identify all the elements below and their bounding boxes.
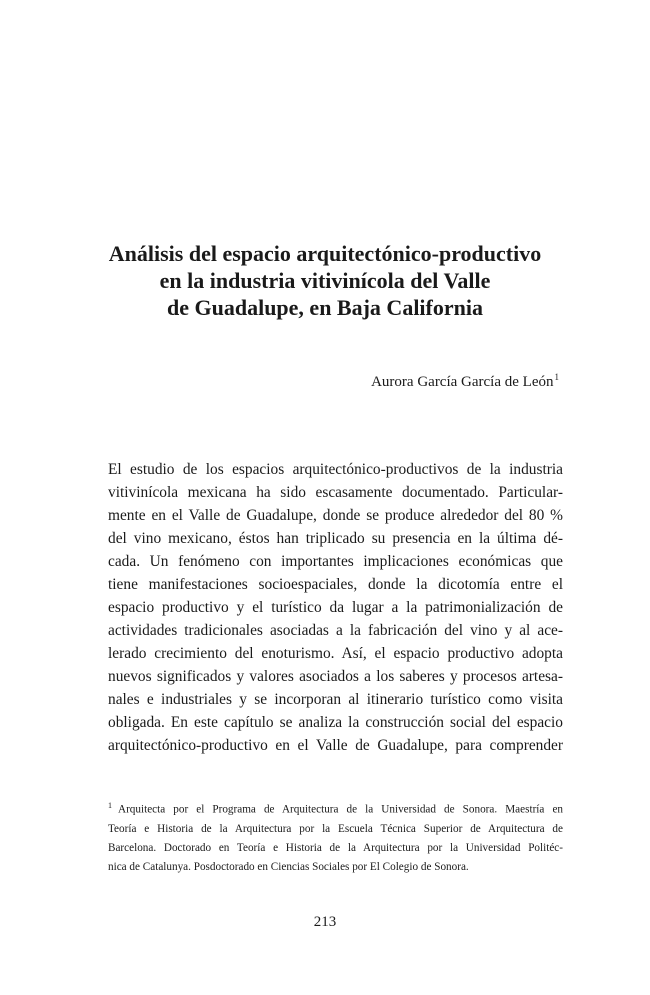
chapter-title-line: de Guadalupe, en Baja California — [167, 295, 483, 320]
footnote-line: nica de Catalunya. Posdoctorado en Ciencias Sociales por El Colegio de Sonora. — [108, 860, 469, 873]
author-name: Aurora García García de León — [371, 374, 554, 390]
chapter-title-line: en la industria vitivinícola del Valle — [159, 268, 491, 293]
chapter-title — [90, 240, 560, 321]
body-line: arquitectónico-productivo en el Valle de Guadalupe, para comprender — [108, 737, 563, 754]
footnote-line: Barcelona. Doctorado en Teoría e Historia de la Arquitectura por la Universidad Politéc- — [108, 841, 563, 854]
chapter-title-line: Análisis del espacio arquitectónico-productivo — [108, 241, 542, 266]
body-line: mente en el Valle de Guadalupe, donde se produce alrededor del 80 % — [108, 507, 563, 524]
footnote — [108, 796, 563, 877]
author-byline — [371, 372, 559, 391]
body-line: obligada. En este capítulo se analiza la construcción social del espacio — [108, 714, 563, 731]
page-number: 213 — [313, 914, 337, 930]
body-line: vitivinícola mexicana ha sido escasamente documentado. Particular- — [108, 484, 563, 501]
body-line: cada. Un fenómeno con importantes implicaciones económicas que — [108, 553, 563, 570]
body-line: tiene manifestaciones socioespaciales, donde la dicotomía entre el — [108, 576, 563, 593]
body-line: El estudio de los espacios arquitectónico-productivos de la industria — [108, 461, 563, 478]
body-line: espacio productivo y el turístico da lugar a la patrimonialización de — [108, 599, 563, 616]
author-footnote-marker: 1 — [554, 372, 559, 382]
body-line: nales e industriales y se incorporan al itinerario turístico como visita — [108, 691, 563, 708]
body-line: del vino mexicano, éstos han triplicado su presencia en la última dé- — [108, 530, 563, 547]
footnote-line: Teoría e Historia de la Arquitectura por la Escuela Técnica Superior de Arquitectura de — [108, 822, 563, 835]
body-line: actividades tradicionales asociadas a la fabricación del vino y al ace- — [108, 622, 563, 639]
body-paragraph — [108, 458, 563, 757]
footnote-text: Arquitecta por el Programa de Arquitectura de la Universidad de Sonora. Maestría en — [118, 803, 563, 816]
body-line: lerado crecimiento del enoturismo. Así, el espacio productivo adopta — [108, 645, 563, 662]
footnote-marker: 1 — [108, 801, 112, 810]
footnote-line — [108, 796, 563, 820]
body-line: nuevos significados y valores asociados a los saberes y procesos artesa- — [108, 668, 563, 685]
